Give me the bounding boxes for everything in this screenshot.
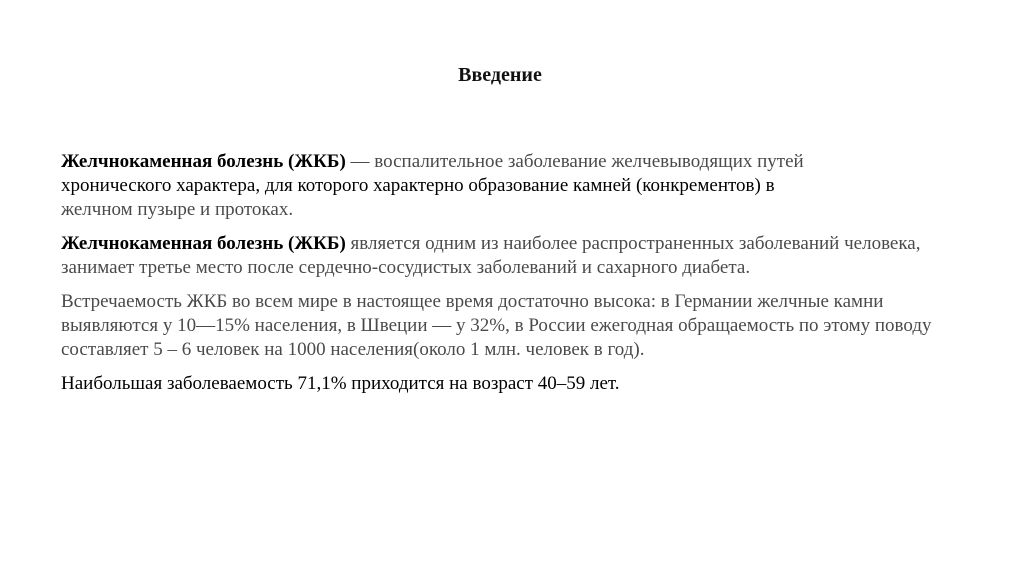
paragraph-age (61, 372, 941, 396)
statistics-text: Встречаемость ЖКБ во всем мире в настоящее время достаточно высока: в Германии желчные камни выявляются у 10—15% населения, в Швеции — у 32%, в России ежегодная обращаемость по этому поводу составляет 5 – 6 человек на 1000 населения(около 1 млн. человек в год). (61, 291, 932, 360)
age-text: Наибольшая заболеваемость 71,1% приходится на возраст 40–59 лет. (61, 373, 620, 394)
definition-text-a: — воспалительное заболевание желчевыводящих путей (345, 151, 804, 172)
definition-text-b: хронического характера, для которого характерно образование камней (конкрементов) в (61, 175, 775, 196)
term-bold: Желчнокаменная болезнь (ЖКБ) (61, 151, 346, 172)
slide-body (61, 150, 941, 406)
paragraph-statistics (61, 290, 941, 362)
paragraph-prevalence (61, 232, 941, 280)
paragraph-definition (61, 150, 941, 222)
slide-title: Введение (458, 64, 542, 86)
prevalence-text: является одним из наиболее распространенных заболеваний человека, занимает третье место после сердечно-сосудистых заболеваний и сахарного диабета. (61, 233, 921, 278)
definition-text-c: желчном пузыре и протоках. (61, 199, 294, 220)
term-bold: Желчнокаменная болезнь (ЖКБ) (61, 233, 346, 254)
